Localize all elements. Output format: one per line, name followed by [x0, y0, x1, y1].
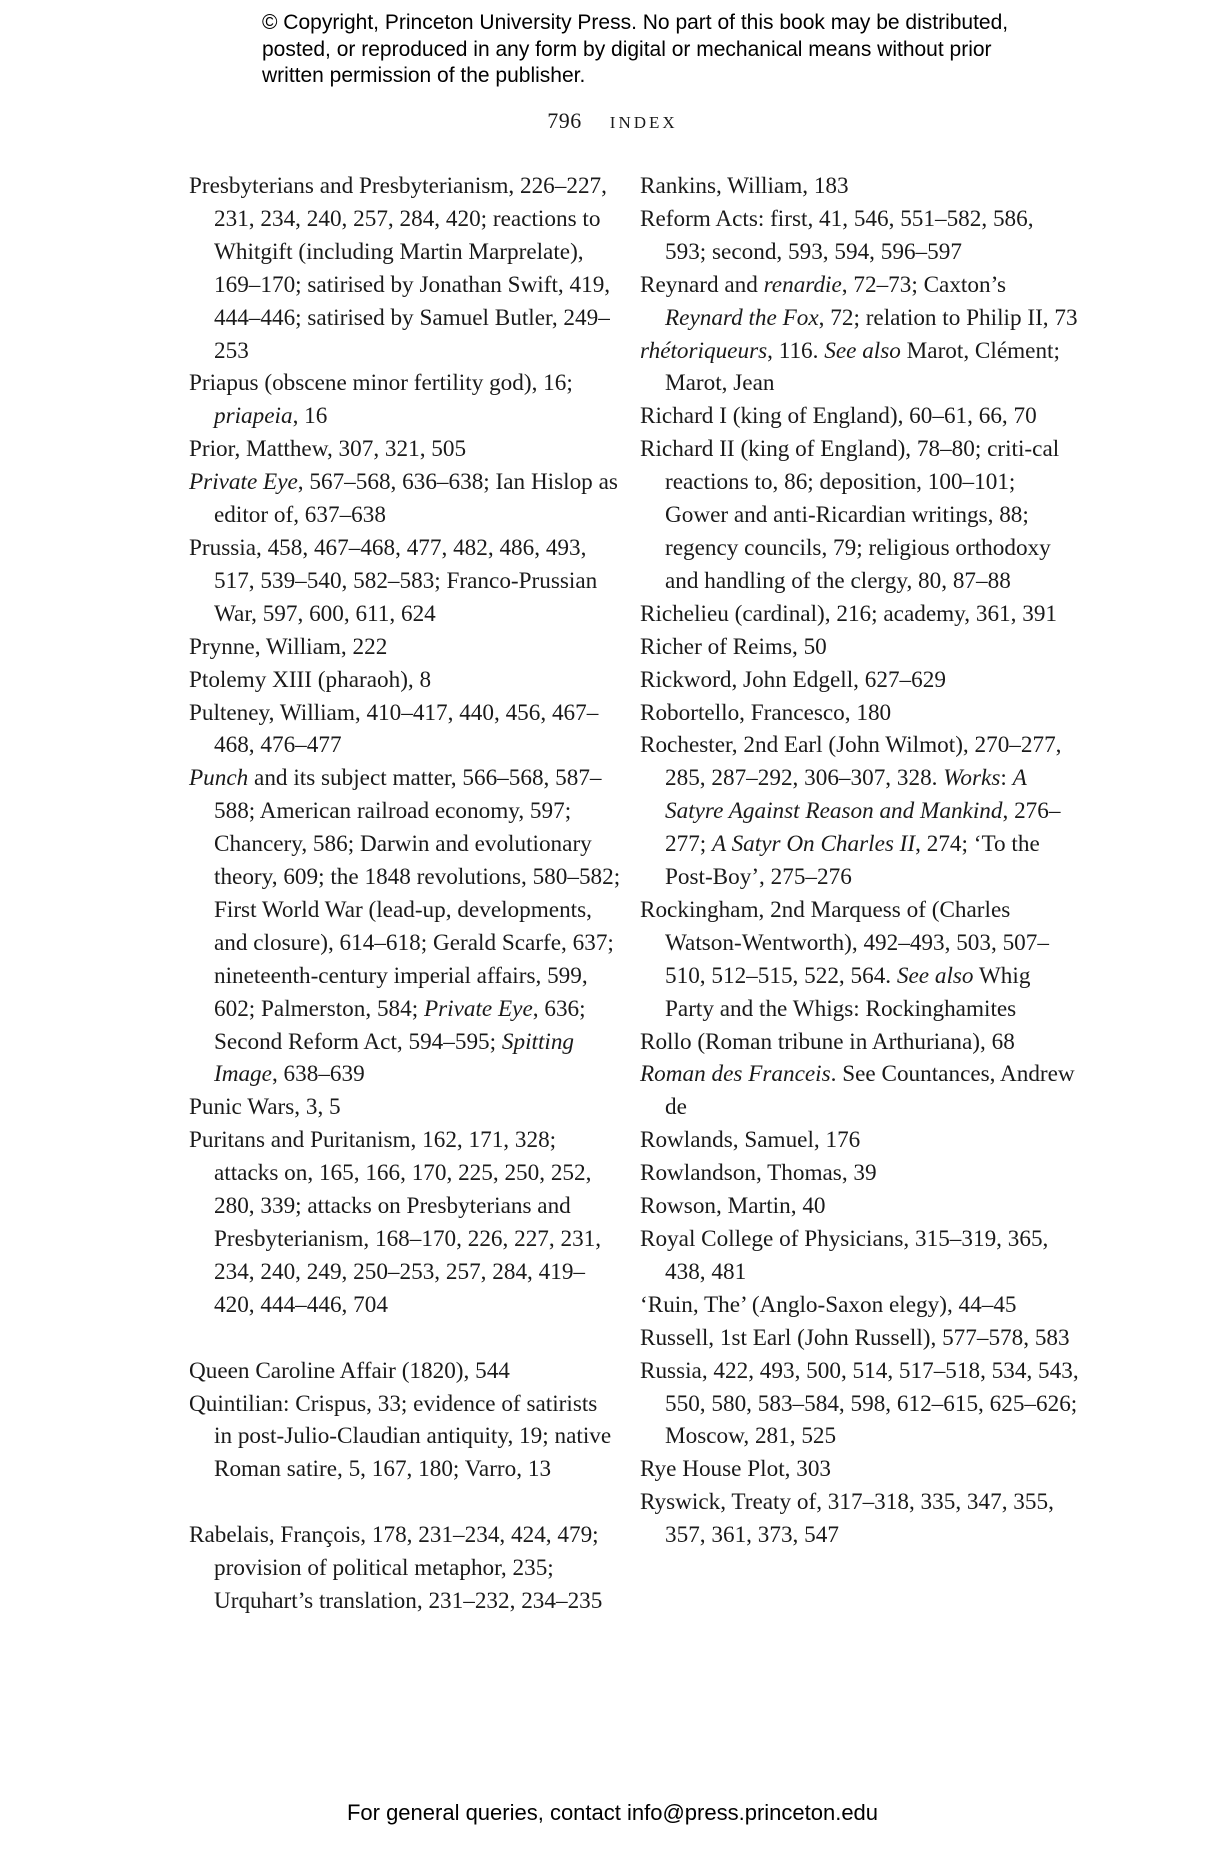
- italic-title: Private Eye: [423, 995, 533, 1022]
- index-entry: [640, 894, 1080, 1026]
- index-entry: [640, 1223, 1080, 1289]
- entry-text: . See Countances, Andrew de: [665, 1061, 1075, 1121]
- index-entry: [189, 631, 621, 664]
- entry-text: Rye House Plot, 303: [640, 1456, 832, 1483]
- italic-title: Spitting Image: [214, 1028, 575, 1088]
- index-entry: [640, 335, 1080, 401]
- entry-text: Richer of Reims, 50: [640, 633, 827, 660]
- entry-text: Ptolemy XIII (pharaoh), 8: [189, 666, 432, 693]
- italic-title: Reynard the Fox: [665, 304, 819, 331]
- entry-text: and its subject matter, 566–568, 587–588; American railroad economy, 597; Chancery, 586; Darwin and evolutionary theory, 609; the 1848 revolutions, 580–582; First World War (lead-up, developments, and closure), 614–618; Gerald Scarfe, 637; nineteenth-century imperial affairs, 599, 602; Palmerston, 584;: [214, 765, 621, 1022]
- index-entry: [640, 697, 1080, 730]
- entry-text: Rabelais, François, 178, 231–234, 424, 479; provision of political metaphor, 235; Urquhart’s translation, 231–232, 234–235: [189, 1522, 603, 1614]
- index-entry: [640, 664, 1080, 697]
- entry-text: , 72; relation to Philip II, 73: [818, 304, 1078, 331]
- index-entry: [189, 1355, 621, 1388]
- entry-text: , 116.: [767, 337, 825, 364]
- index-entry: [640, 1157, 1080, 1190]
- index-entry: [640, 1289, 1080, 1322]
- index-entry: [189, 1124, 621, 1321]
- running-head: [0, 108, 1225, 135]
- entry-text: ‘Ruin, The’ (Anglo-Saxon elegy), 44–45: [640, 1291, 1017, 1318]
- index-entry: [640, 433, 1080, 598]
- index-column-left: [189, 170, 621, 1618]
- italic-title: A Satyre Against Reason and Mankind: [665, 765, 1027, 825]
- index-entry: [640, 170, 1080, 203]
- entry-text: Reform Acts: first, 41, 546, 551–582, 586, 593; second, 593, 594, 596–597: [640, 205, 1034, 265]
- index-entry: [640, 1058, 1080, 1124]
- entry-text: , 638–639: [271, 1061, 365, 1088]
- index-entry: [640, 1124, 1080, 1157]
- italic-title: renardie: [763, 271, 842, 298]
- index-entry: [189, 367, 621, 433]
- index-entry: [640, 631, 1080, 664]
- section-title: index: [609, 108, 678, 134]
- index-entry: [640, 1322, 1080, 1355]
- entry-text: Priapus (obscene minor fertility god), 16;: [189, 370, 573, 397]
- index-column-right: [640, 170, 1080, 1552]
- index-entry: [640, 1453, 1080, 1486]
- entry-text: Rollo (Roman tribune in Arthuriana), 68: [640, 1028, 1015, 1055]
- entry-text: Russia, 422, 493, 500, 514, 517–518, 534, 543, 550, 580, 583–584, 598, 612–615, 625–626; Moscow, 281, 525: [640, 1357, 1079, 1450]
- entry-text: Pulteney, William, 410–417, 440, 456, 467–468, 476–477: [189, 699, 599, 759]
- entry-text: Richelieu (cardinal), 216; academy, 361, 391: [640, 600, 1058, 627]
- index-entry: [189, 433, 621, 466]
- index-entry: [189, 697, 621, 763]
- entry-text: Presbyterians and Presbyterianism, 226–227, 231, 234, 240, 257, 284, 420; reactions to Whitgift (including Martin Marprelate), 169–170; satirised by Jonathan Swift, 419, 444–446; satirised by Samuel Butler, 249–253: [189, 173, 611, 364]
- index-entry: [189, 532, 621, 631]
- index-entry: [640, 203, 1080, 269]
- entry-text: Reynard and: [640, 271, 764, 298]
- entry-text: , 636; Second Reform Act, 594–595;: [214, 995, 586, 1055]
- italic-title: Works: [943, 765, 1001, 792]
- index-entry: [640, 269, 1080, 335]
- entry-text: Rankins, William, 183: [640, 173, 849, 199]
- page-number: 796: [547, 108, 582, 133]
- entry-text: Puritans and Puritanism, 162, 171, 328; attacks on, 165, 166, 170, 225, 250, 252, 280, 339; attacks on Presbyterians and Presbyterianism, 168–170, 226, 227, 231, 234, 240, 249, 250–253, 257, 284, 419–420, 444–446, 704: [189, 1127, 602, 1318]
- entry-text: Russell, 1st Earl (John Russell), 577–578, 583: [640, 1324, 1070, 1351]
- entry-text: Queen Caroline Affair (1820), 544: [189, 1357, 510, 1384]
- index-entry: [189, 1388, 621, 1487]
- entry-text: Richard II (king of England), 78–80; criti-cal reactions to, 86; deposition, 100–101; Gower and anti-Ricardian writings, 88; regency councils, 79; religious orthodoxy and handling of the clergy, 80, 87–88: [640, 436, 1060, 594]
- index-entry: [640, 1486, 1080, 1552]
- index-entry: [189, 170, 621, 367]
- section-gap: [189, 1322, 621, 1355]
- entry-text: Whig Party and the Whigs: Rockinghamites: [665, 962, 1031, 1022]
- entry-text: Richard I (king of England), 60–61, 66, 70: [640, 403, 1037, 430]
- italic-title: rhétoriqueurs: [640, 337, 768, 364]
- entry-text: , 72–73; Caxton’s: [841, 271, 1007, 298]
- index-entry: [189, 762, 621, 1091]
- index-entry: [640, 1026, 1080, 1059]
- index-entry: [640, 1190, 1080, 1223]
- entry-text: , 276–277;: [665, 798, 1061, 858]
- entry-text: , 274; ‘To the Post-Boy’, 275–276: [665, 831, 1040, 891]
- italic-title: Punch: [189, 765, 249, 792]
- index-entry: [189, 466, 621, 532]
- index-entry: [189, 1519, 621, 1618]
- entry-text: Marot, Clément; Marot, Jean: [665, 337, 1060, 397]
- entry-text: , 16: [292, 403, 328, 430]
- entry-text: Rickword, John Edgell, 627–629: [640, 666, 946, 693]
- italic-title: Roman des Franceis: [640, 1061, 831, 1088]
- entry-text: Ryswick, Treaty of, 317–318, 335, 347, 355, 357, 361, 373, 547: [640, 1489, 1054, 1549]
- entry-text: Prior, Matthew, 307, 321, 505: [189, 436, 467, 463]
- italic-title: A Satyr On Charles II: [712, 831, 916, 858]
- entry-text: , 567–568, 636–638; Ian Hislop as editor of, 637–638: [214, 469, 618, 529]
- entry-text: Rockingham, 2nd Marquess of (Charles Watson-Wentworth), 492–493, 503, 507–510, 512–515, 522, 564.: [640, 896, 1049, 989]
- entry-text: Rowson, Martin, 40: [640, 1193, 826, 1220]
- entry-text: Rowlands, Samuel, 176: [640, 1127, 861, 1154]
- entry-text: Royal College of Physicians, 315–319, 365, 438, 481: [640, 1226, 1049, 1285]
- index-entry: [640, 598, 1080, 631]
- entry-text: Punic Wars, 3, 5: [189, 1094, 341, 1121]
- entry-text: Robortello, Francesco, 180: [640, 699, 892, 726]
- entry-text: Rowlandson, Thomas, 39: [640, 1160, 877, 1187]
- entry-text: Rochester, 2nd Earl (John Wilmot), 270–277, 285, 287–292, 306–307, 328.: [640, 732, 1062, 792]
- entry-text: :: [1000, 765, 1013, 792]
- italic-title: See also: [824, 337, 901, 364]
- index-entry: [189, 664, 621, 697]
- italic-title: See also: [896, 962, 974, 989]
- copyright-notice: © Copyright, Princeton University Press. No part of this book may be distributed, posted, or reproduced in any form by digital or mechanical means without prior written permission of the publisher.: [262, 11, 1009, 87]
- italic-title: Private Eye: [189, 469, 298, 496]
- entry-text: Quintilian: Crispus, 33; evidence of satirists in post-Julio-Claudian antiquity, 19; native Roman satire, 5, 167, 180; Varro, 13: [189, 1390, 612, 1483]
- entry-text: Prussia, 458, 467–468, 477, 482, 486, 493, 517, 539–540, 582–583; Franco-Prussian War, 597, 600, 611, 624: [189, 534, 598, 627]
- entry-text: Prynne, William, 222: [189, 633, 388, 660]
- index-entry: [189, 1091, 621, 1124]
- index-entry: [640, 729, 1080, 894]
- footer-contact: For general queries, contact info@press.princeton.edu: [346, 1800, 879, 1825]
- index-entry: [640, 1355, 1080, 1454]
- index-entry: [640, 400, 1080, 433]
- section-gap: [189, 1486, 621, 1519]
- italic-title: priapeia: [214, 403, 293, 430]
